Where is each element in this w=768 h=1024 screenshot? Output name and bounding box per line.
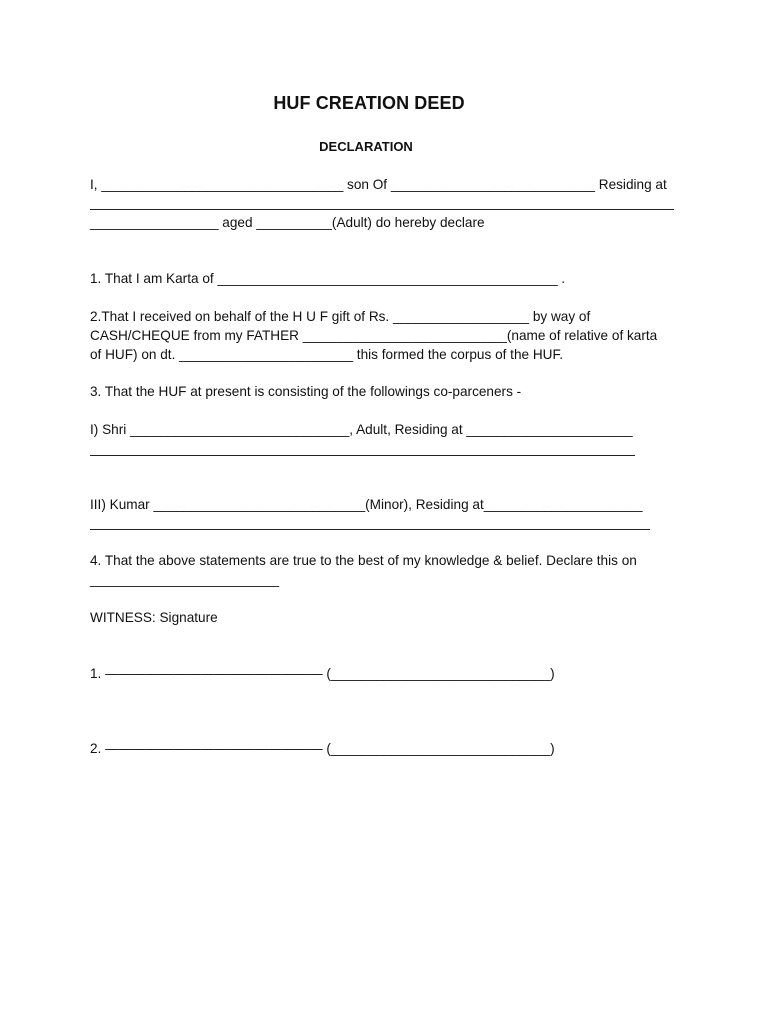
coparcener-3-line: III) Kumar ____________________________(Minor), Residing at_____________________ [90,497,643,512]
witness-1-line: 1. ———————————————— (_____________________________) [90,666,555,681]
address-blank-line [90,209,674,210]
witness-2-line: 2. ———————————————— (_____________________________) [90,741,555,756]
coparcener-1-blank-line [90,455,635,456]
clause-2-line-1: 2.That I received on behalf of the H U F gift of Rs. __________________ by way of [90,309,591,324]
declarant-line: I, ________________________________ son Of ___________________________ Residing at [90,177,667,192]
age-line: _________________ aged __________(Adult) do hereby declare [90,215,485,230]
coparcener-1-line: I) Shri _____________________________, Adult, Residing at ______________________ [90,422,633,437]
clause-4-declaration: 4. That the above statements are true to the best of my knowledge & belief. Declare this on [90,553,637,568]
clause-3-coparceners: 3. That the HUF at present is consisting of the followings co-parceners - [90,384,522,399]
document-title: HUF CREATION DEED [273,93,465,113]
declaration-date-blank: _________________________ [90,572,280,587]
clause-2-line-2: CASH/CHEQUE from my FATHER ___________________________(name of relative of karta [90,328,658,343]
clause-2-line-3: of HUF) on dt. _______________________ this formed the corpus of the HUF. [90,347,564,362]
witness-heading: WITNESS: Signature [90,610,218,625]
coparcener-3-blank-line [90,529,650,530]
document-subtitle: DECLARATION [319,139,413,154]
clause-1-karta: 1. That I am Karta of _____________________________________________ . [90,271,566,286]
